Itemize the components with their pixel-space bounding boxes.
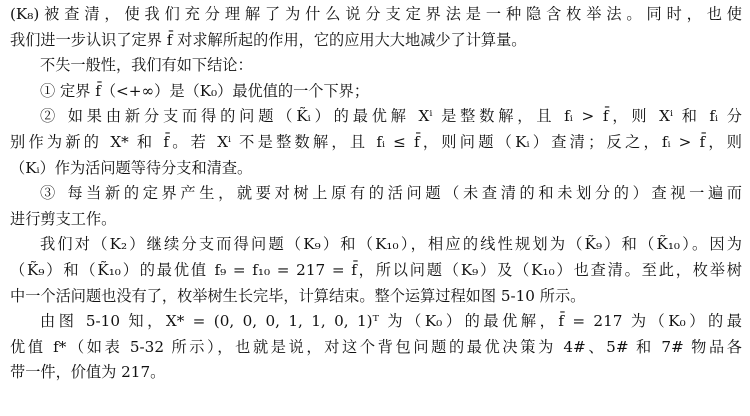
text-line-15: 带一件，价值为 217。 (10, 363, 166, 382)
text-line-6: 别作为新的 X* 和 f̄。若 Xⁱ 不是整数解，且 fᵢ ≤ f̄，则问题（Kᵢ）查清；反之，fᵢ > f̄，则 (10, 132, 742, 151)
document-page (10, 2, 742, 386)
text-line-7: （Kᵢ）作为活问题等待分支和清查。 (10, 158, 253, 177)
text-line-3: 不失一般性，我们有如下结论： (40, 56, 253, 75)
text-line-13: 由图 5-10 知，X* = (0, 0, 0, 1, 1, 0, 1)ᵀ 为（K₀）的最优解，f̄ = 217 为（K₀）的最 (40, 312, 742, 331)
text-line-12: 中一个活问题也没有了，枚举树生长完毕，计算结束。整个运算过程如图 5-10 所示。 (10, 286, 586, 305)
text-line-4: ① 定界 f̄（<+∞）是（K₀）最优值的一个下界； (40, 81, 370, 100)
text-line-8: ③ 每当新的定界产生，就要对树上原有的活问题（未查清的和未划分的）查视一遍而 (40, 184, 742, 203)
text-line-14: 优值 f*（如表 5-32 所示），也就是说，对这个背包问题的最优决策为 4#、5# 和 7# 物品各 (10, 337, 742, 356)
text-line-1: (K₈)被查清，使我们充分理解了为什么说分支定界法是一种隐含枚举法。同时，也使 (10, 5, 742, 23)
text-line-10: 我们对（K₂）继续分支而得问题（K₉）和（K₁₀），相应的线性规划为（K̃₉）和（K̃₁₀）。因为 (40, 235, 742, 254)
text-line-9: 进行剪支工作。 (10, 209, 117, 228)
text-line-11: （K̃₉）和（K̃₁₀）的最优值 f₉ = f₁₀ = 217 = f̄，所以问题（K₉）及（K₁₀）也查清。至此，枚举树 (10, 260, 742, 279)
text-line-5: ② 如果由新分支而得的问题（K̃ᵢ）的最优解 Xⁱ 是整数解，且 fᵢ > f̄，则 Xⁱ 和 fᵢ 分 (40, 107, 742, 126)
text-line-2: 我们进一步认识了定界 f̄ 对求解所起的作用，它的应用大大地减少了计算量。 (10, 30, 527, 49)
